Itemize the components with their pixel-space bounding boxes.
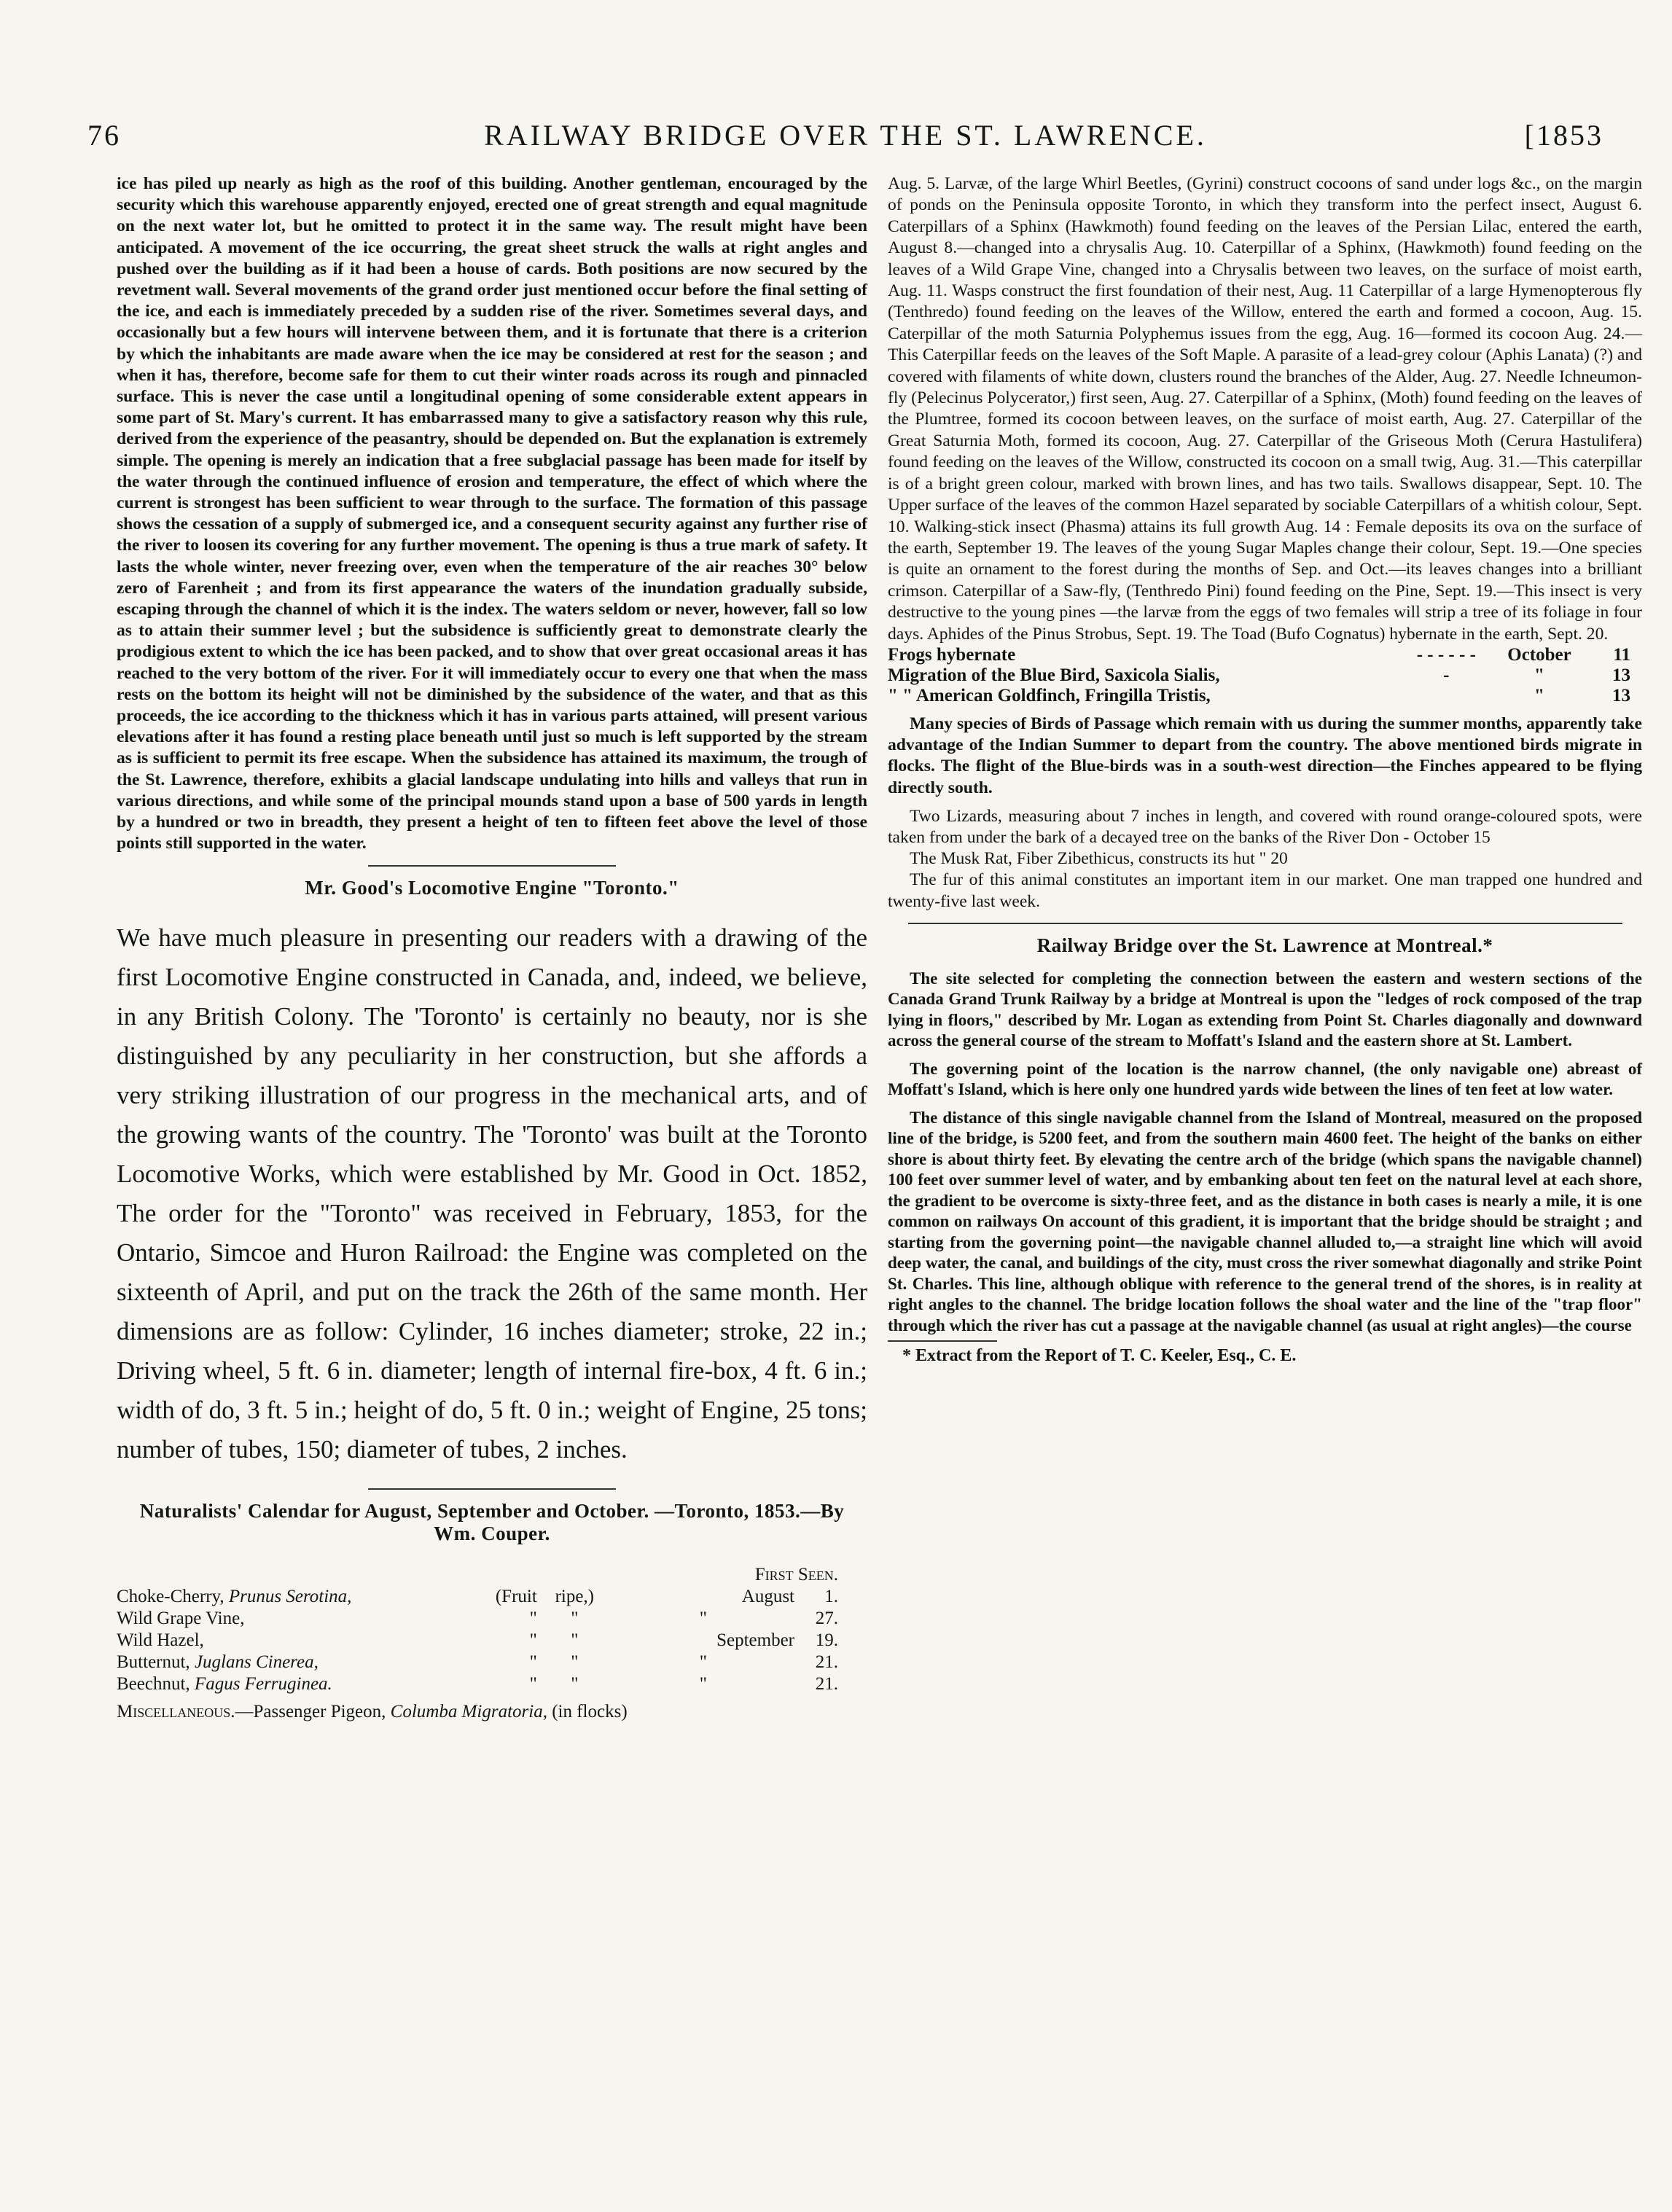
bridge-paragraph-2: The governing point of the location is the narrow channel, (the only navigable one) abreast of Moffatt's Island, which is here only one hundred yards wide between the lines of ten feet at low water.: [888, 1059, 1642, 1099]
dash-cell: -: [1443, 665, 1450, 685]
day-cell: 21.: [815, 1652, 838, 1672]
day-cell: 21.: [815, 1673, 838, 1694]
locomotive-heading: Mr. Good's Locomotive Engine "Toronto.": [305, 876, 679, 899]
month-cell: August: [741, 1586, 794, 1606]
plant-name: Choke-Cherry,: [117, 1586, 224, 1606]
dash-cell: [1401, 686, 1492, 706]
plant-name: Wild Hazel,: [117, 1630, 204, 1650]
month-cell: ": [699, 1608, 707, 1628]
month-cell: September: [716, 1630, 794, 1650]
table-row: [117, 1652, 867, 1673]
insects-paragraph: Aug. 5. Larvæ, of the large Whirl Beetles, (Gyrini) construct cocoons of sand under logs &c., on the margin of ponds on the Peninsula opposite Toronto, in which they transform into the perfect insect, August 6. Caterpillars of a Sphinx (Hawkmoth) found feeding on the leaves of the Persian Lilac, entered the earth, August 8.—changed into a chrysalis Aug. 10. Caterpillar of a Sphinx, (Hawkmoth) found feeding on the leaves of a Wild Grape Vine, changed into a Chrysalis between two leaves, on the surface of moist earth, Aug. 11. Wasps construct the first foundation of their nest, Aug. 11 Caterpillar of a large Hymenopterous fly (Tenthredo) found feeding on the leaves of the Willow, entered the earth and formed a cocoon, Aug. 15. Caterpillar of the moth Saturnia Polyphemus issues from the egg, Aug. 16—formed its cocoon Aug. 24.—This Caterpillar feeds on the leaves of the Soft Maple. A parasite of a lead-grey colour (Aphis Lanata) (?) and covered with filaments of white down, clusters round the branches of the Alder, Aug. 27. Needle Ichneumon-fly (Pelecinus Polycerator,) first seen, Aug. 27. Caterpillar of a Sphinx, (Moth) found feeding on the leaves of the Plumtree, formed its cocoon between leaves, on the surface of moist earth, Aug. 27. Caterpillar of the Great Saturnia Moth, formed its cocoon, Aug. 27. Caterpillar of the Griseous Moth (Cerura Hastulifera) found feeding on the leaves of the Willow, constructed its cocoon on a small twig, Aug. 31.—This caterpillar is of a bright green colour, marked with brown lines, and has two tails. Swallows disappear, Sept. 10. The Upper surface of the leaves of the common Hazel separated by sociable Caterpillars of a whitish colour, Sept. 10. Walking-stick insect (Phasma) attains its full growth Aug. 14 : Female deposits its ova on the surface of the earth, September 19. The leaves of the young Sugar Maples change their colour, Sept. 19.—One species is quite an ornament to the forest during the months of Sep. and Oct.—its leaves changes into a brilliant crimson. Caterpillar of a Saw-fly, (Tenthredo Pini) found feeding on the Pine, Sept. 19.—This insect is very destructive to the young pines —the larvæ from the eggs of two females will strip a tree of its foliage in four days. Aphides of the Pinus Strobus, Sept. 19. The Toad (Bufo Cognatus) hybernate in the earth, Sept. 20.: [888, 174, 1642, 644]
bridge-paragraph-3: The distance of this single navigable channel from the Island of Montreal, measured on the proposed line of the bridge, is 5200 feet, and from the southern main 4600 feet. The height of the banks on either shore is about thirty feet. By elevating the centre arch of the bridge (which spans the navigable channel) 100 feet over summer level of water, and by embanking about ten feet on the natural level at each shore, the gradient to be overcome is sixty-three feet, and as the distance in both cases is nearly a mile, it is one common on railways On account of this gradient, it is important that the bridge should be straight ; and starting from the governing point—the navigable channel alluded to,—a straight line which will avoid deep water, the canal, and buildings of the city, must cross the river somewhat diagonally and strike Point St. Charles. This line, although oblique with reference to the general trend of the shores, is in reality at right angles to the channel. The bridge location follows the shoal water and the line of the "trap floor" through which the river has cut a passage at the navigable channel (as usual at right angles)—the course: [888, 1108, 1642, 1334]
footnote-rule: [888, 1340, 997, 1342]
left-column: [117, 173, 867, 1723]
table-row: [117, 1630, 867, 1652]
muskrat-line: The Musk Rat, Fiber Zibethicus, constructs its hut " 20: [910, 849, 1288, 869]
misc-label: Miscellaneous.: [117, 1701, 235, 1721]
plant-name: Wild Grape Vine,: [117, 1608, 245, 1628]
entry-cell: " " American Goldfinch, Fringilla Tristis,: [888, 685, 1211, 706]
table-row: [888, 645, 1642, 665]
bridge-heading: Railway Bridge over the St. Lawrence at Montreal.*: [1036, 934, 1493, 956]
calendar-header-row: [117, 1564, 867, 1586]
footnote: * Extract from the Report of T. C. Keeler, Esq., C. E.: [902, 1346, 1297, 1366]
table-row: [117, 1608, 867, 1630]
month-cell: ": [699, 1652, 707, 1672]
note-cell: ": [529, 1630, 537, 1650]
month-cell: ": [1534, 665, 1544, 685]
day-cell: 13: [1612, 685, 1630, 706]
plant-latin: Prunus Serotina,: [228, 1586, 352, 1606]
birds-paragraph: Many species of Birds of Passage which remain with us during the summer months, apparently take advantage of the Indian Summer to depart from the country. The above mentioned birds migrate in flocks. The flight of the Blue-birds was in a south-west direction—the Finches appeared to be flying directly south.: [888, 714, 1642, 797]
note-cell: ": [529, 1652, 537, 1672]
page-number: 76: [87, 119, 121, 152]
note-cell: (Fruit: [495, 1586, 537, 1606]
running-title: RAILWAY BRIDGE OVER THE ST. LAWRENCE.: [484, 119, 1207, 152]
note-cell: ripe,): [555, 1586, 595, 1606]
fur-line: The fur of this animal constitutes an important item in our market. One man trapped one hundred and twenty-five last week.: [888, 870, 1642, 911]
misc-latin: Columba Migratoria,: [390, 1701, 547, 1721]
ice-paragraph: ice has piled up nearly as high as the roof of this building. Another gentleman, encouraged by the security which this warehouse apparently enjoyed, erected one of great strength and equal magnitude on the next water lot, but he omitted to protect it in the same way. The result might have been anticipated. A movement of the ice occurring, the great sheet struck the walls at right angles and pushed over the building as if it had been a house of cards. Both positions are now secured by the revetment wall. Several movements of the grand order just mentioned occur before the final setting of the ice, and each is immediately preceded by a sudden rise of the river. Sometimes several days, and occasionally but a few hours will intervene between them, and it is fortunate that there is a criterion by which the inhabitants are made aware when the ice may be considered at rest for the season ; and when it has, therefore, become safe for them to cut their winter roads across its rough and pinnacled surface. This is never the case until a longitudinal opening of some considerable extent appears in some part of St. Mary's current. It has embarrassed many to give a satisfactory reason why this rule, derived from the experience of the peasantry, should be depended on. But the explanation is extremely simple. The opening is merely an indication that a free subglacial passage has been made for itself by the water through the continued influence of erosion and temperature, the effect of which where the current is strongest has been sufficient to wear through to the surface. The formation of this passage shows the cessation of a supply of submerged ice, and a consequent security against any further rise of the river to loosen its covering for any further movement. The opening is thus a true mark of safety. It lasts the whole winter, never freezing over, even when the temperature of the air reaches 30° below zero of Farenheit ; and from its first appearance the waters of the inundation gradually subside, escaping through the channel of which it is the index. The waters seldom or never, however, fall so low as to attain their summer level ; but the subsidence is sufficiently great to demonstrate clearly the prodigious extent to which the ice has been packed, and to show that over great occasional areas it has reached to the very bottom of the river. For it will immediately occur to every one that when the mass rests on the bottom its height will not be diminished by the subsidence of the water, and that as this proceeds, the ice according to the thickness which it has in various parts attained, will present various elevations after it has found a resting place beneath until just so much is left supported by the stream as is sufficient to permit its free escape. When the subsidence has attained its maximum, the trough of the St. Lawrence, therefore, exhibits a glacial landscape undulating into hills and valleys that run in various directions, and while some of the principal mounds stand upon a base of 500 yards in length by a hundred or two in breadth, they present a height of ten to fifteen feet above the level of those points still supported in the water.: [117, 174, 867, 853]
note-cell: ": [571, 1652, 579, 1672]
entry-cell: Migration of the Blue Bird, Saxicola Sialis,: [888, 665, 1220, 685]
plant-latin: Fagus Ferruginea.: [194, 1673, 332, 1694]
table-row: [117, 1673, 867, 1695]
running-header: [87, 118, 1603, 162]
month-cell: October: [1507, 644, 1571, 665]
dash-cell: - - - - - -: [1416, 644, 1476, 665]
note-cell: ": [529, 1673, 537, 1694]
right-column: [888, 173, 1642, 1366]
table-row: [888, 665, 1642, 686]
plant-latin: Juglans Cinerea,: [194, 1652, 319, 1672]
day-cell: 19.: [815, 1630, 838, 1650]
table-row: [117, 1586, 867, 1608]
lizards-paragraph: Two Lizards, measuring about 7 inches in length, and covered with round orange-coloured spots, were taken from under the bark of a decayed tree on the banks of the River Don - October 15: [888, 806, 1642, 847]
table-row: [888, 686, 1642, 706]
day-cell: 11: [1613, 644, 1630, 665]
bridge-paragraph-1: The site selected for completing the connection between the eastern and western sections of the Canada Grand Trunk Railway by a bridge at Montreal is upon the "ledges of rock composed of the trap lying in floors," described by Mr. Logan as extending from Point St. Charles diagonally and downward across the general course of the stream to Moffatt's Island and the eastern shore at St. Lambert.: [888, 969, 1642, 1050]
note-cell: ": [571, 1630, 579, 1650]
locomotive-paragraph: We have much pleasure in presenting our readers with a drawing of the first Locomotive Engine constructed in Canada, and, indeed, we believe, in any British Colony. The 'Toronto' is certainly no beauty, nor is she distinguished by any peculiarity in her construction, but she affords a very striking illustration of our progress in the mechanical arts, and of the growing wants of the country. The 'Toronto' was built at the Toronto Locomotive Works, which were established by Mr. Good in Oct. 1852, The order for the "Toronto" was received in February, 1853, for the Ontario, Simcoe and Huron Railroad: the Engine was completed on the sixteenth of April, and put on the track the 26th of the same month. Her dimensions are as follow: Cylinder, 16 inches diameter; stroke, 22 in.; Driving wheel, 5 ft. 6 in. diameter; length of internal fire-box, 4 ft. 6 in.; width of do, 3 ft. 5 in.; height of do, 5 ft. 0 in.; weight of Engine, 25 tons; number of tubes, 150; diameter of tubes, 2 inches.: [117, 923, 867, 1463]
plant-name: Beechnut,: [117, 1673, 190, 1694]
misc-tail: (in flocks): [552, 1701, 628, 1721]
note-cell: ": [571, 1673, 579, 1694]
migration-table: [888, 645, 1642, 706]
plant-name: Butternut,: [117, 1652, 190, 1672]
day-cell: 27.: [815, 1608, 838, 1628]
misc-line: [117, 1701, 867, 1723]
calendar-table: [117, 1564, 867, 1695]
calendar-heading: Naturalists' Calendar for August, September and October. —Toronto, 1853.—By Wm. Couper.: [139, 1499, 845, 1544]
month-cell: ": [1534, 685, 1544, 706]
misc-text: —Passenger Pigeon,: [235, 1701, 386, 1721]
note-cell: ": [571, 1608, 579, 1628]
first-seen-header: First Seen.: [754, 1564, 838, 1584]
day-cell: 13: [1612, 665, 1630, 685]
entry-cell: Frogs hybernate: [888, 644, 1016, 665]
year-marker: [1853: [1524, 119, 1603, 152]
month-cell: ": [699, 1673, 707, 1694]
note-cell: ": [529, 1608, 537, 1628]
day-cell: 1.: [824, 1586, 838, 1606]
